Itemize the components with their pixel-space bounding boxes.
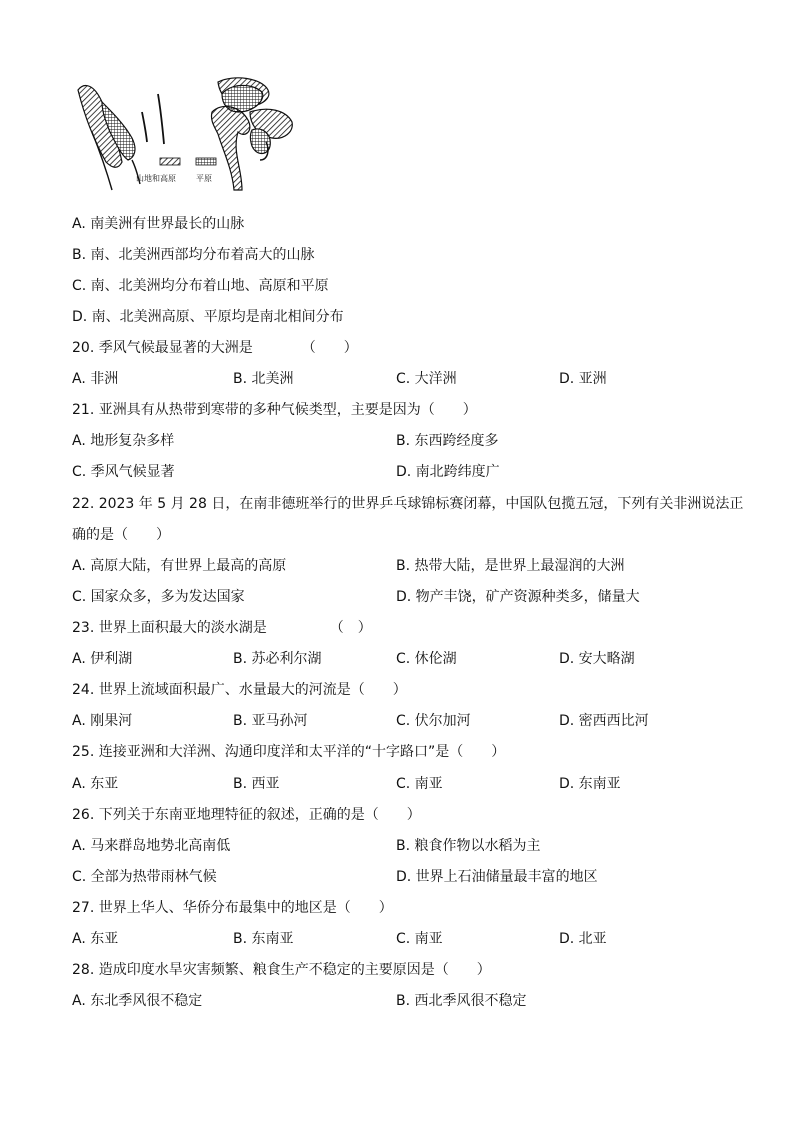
q21-option-d[interactable]: D. 南北跨纬度广: [396, 464, 500, 480]
q19-option-b[interactable]: B. 南、北美洲西部均分布着高大的山脉: [72, 247, 315, 263]
q28-stem: 28. 造成印度水旱灾害频繁、粮食生产不稳定的主要原因是（ ）: [72, 962, 491, 978]
q24-option-d[interactable]: D. 密西西比河: [559, 713, 649, 729]
q23-stem: 23. 世界上面积最大的淡水湖是 （ ）: [72, 620, 372, 636]
q28-option-a[interactable]: A. 东北季风很不稳定: [72, 993, 203, 1009]
q27-stem: 27. 世界上华人、华侨分布最集中的地区是（ ）: [72, 900, 393, 916]
q21-option-a[interactable]: A. 地形复杂多样: [72, 433, 175, 449]
q20-option-d[interactable]: D. 亚洲: [559, 371, 607, 387]
q21-stem: 21. 亚洲具有从热带到寒带的多种气候类型，主要是因为（ ）: [72, 402, 477, 418]
q19-option-d[interactable]: D. 南、北美洲高原、平原均是南北相间分布: [72, 309, 344, 325]
q20-stem: 20. 季风气候最显著的大洲是 （ ）: [72, 340, 358, 356]
q19-option-a[interactable]: A. 南美洲有世界最长的山脉: [72, 216, 245, 232]
q25-option-a[interactable]: A. 东亚: [72, 776, 119, 792]
q20-option-b[interactable]: B. 北美洲: [233, 371, 294, 387]
q25-stem: 25. 连接亚洲和大洋洲、沟通印度洋和太平洋的“十字路口”是（ ）: [72, 744, 506, 760]
legend-mountain-swatch: [160, 158, 180, 165]
q27-option-d[interactable]: D. 北亚: [559, 931, 607, 947]
q21-option-c[interactable]: C. 季风气候显著: [72, 464, 175, 480]
q23-option-a[interactable]: A. 伊利湖: [72, 651, 133, 667]
q22-option-d[interactable]: D. 物产丰饶，矿产资源种类多，储量大: [396, 589, 640, 605]
q22-stem-line1: 22. 2023 年 5 月 28 日，在南非德班举行的世界乒乓球锦标赛闭幕，中国队包揽五冠，下列有关非洲说法正: [72, 496, 744, 512]
q27-option-c[interactable]: C. 南亚: [396, 931, 443, 947]
q20-option-a[interactable]: A. 非洲: [72, 371, 119, 387]
q23-option-b[interactable]: B. 苏必利尔湖: [233, 651, 322, 667]
q25-option-c[interactable]: C. 南亚: [396, 776, 443, 792]
q22-option-c[interactable]: C. 国家众多，多为发达国家: [72, 589, 245, 605]
legend-plain-swatch: [196, 158, 216, 165]
legend-plain-label: 平原: [196, 174, 212, 183]
q24-option-a[interactable]: A. 刚果河: [72, 713, 133, 729]
q20-option-c[interactable]: C. 大洋洲: [396, 371, 457, 387]
q22-option-a[interactable]: A. 高原大陆，有世界上最高的高原: [72, 558, 287, 574]
q19-option-c[interactable]: C. 南、北美洲均分布着山地、高原和平原: [72, 278, 329, 294]
q21-option-b[interactable]: B. 东西跨经度多: [396, 433, 499, 449]
q24-option-c[interactable]: C. 伏尔加河: [396, 713, 471, 729]
legend-mountain-label: 山地和高原: [136, 174, 176, 183]
q25-option-b[interactable]: B. 西亚: [233, 776, 280, 792]
q24-stem: 24. 世界上流域面积最广、水量最大的河流是（ ）: [72, 682, 407, 698]
americas-terrain-map: [72, 72, 302, 197]
q26-option-d[interactable]: D. 世界上石油储量最丰富的地区: [396, 869, 598, 885]
q25-option-d[interactable]: D. 东南亚: [559, 776, 621, 792]
right-landmass: [211, 78, 292, 190]
q26-option-b[interactable]: B. 粮食作物以水稻为主: [396, 838, 541, 854]
q28-option-b[interactable]: B. 西北季风很不稳定: [396, 993, 527, 1009]
q26-option-c[interactable]: C. 全部为热带雨林气候: [72, 869, 217, 885]
q27-option-b[interactable]: B. 东南亚: [233, 931, 294, 947]
q24-option-b[interactable]: B. 亚马孙河: [233, 713, 308, 729]
q23-option-d[interactable]: D. 安大略湖: [559, 651, 635, 667]
q27-option-a[interactable]: A. 东亚: [72, 931, 119, 947]
q22-option-b[interactable]: B. 热带大陆，是世界上最湿润的大洲: [396, 558, 625, 574]
q26-stem: 26. 下列关于东南亚地理特征的叙述，正确的是（ ）: [72, 807, 421, 823]
q23-option-c[interactable]: C. 休伦湖: [396, 651, 457, 667]
q22-stem-line2: 确的是（ ）: [72, 527, 170, 543]
q26-option-a[interactable]: A. 马来群岛地势北高南低: [72, 838, 231, 854]
